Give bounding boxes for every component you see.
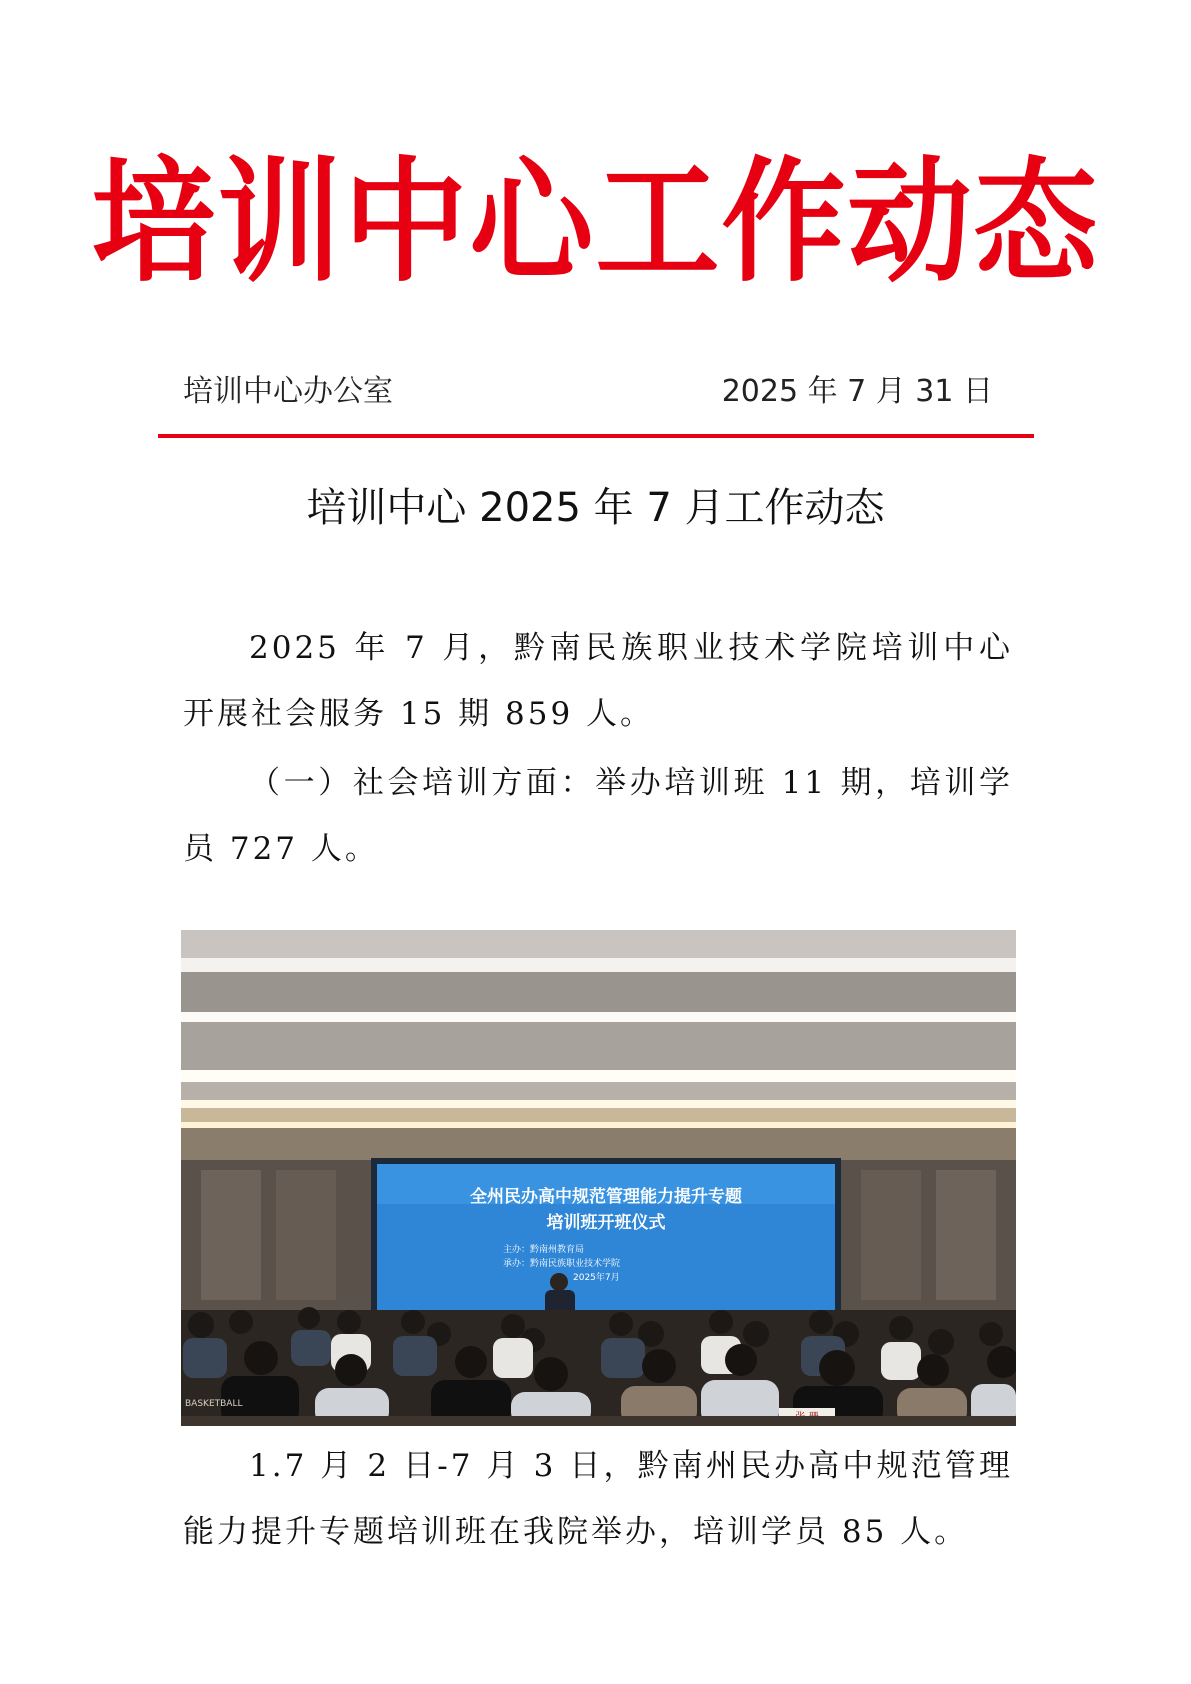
screen-sponsor: 主办：黔南州教育局 xyxy=(503,1245,585,1255)
screen-title-line1: 全州民办高中规范管理能力提升专题 xyxy=(470,1187,742,1207)
masthead-title: 培训中心工作动态 xyxy=(91,144,1100,301)
training-ceremony-photo xyxy=(181,930,1016,1426)
paragraph-summary: 2025 年 7 月，黔南民族职业技术学院培训中心开展社会服务 15 期 859 人。 xyxy=(183,630,1013,732)
red-divider xyxy=(158,434,1034,438)
paragraph-social-training: （一）社会培训方面：举办培训班 11 期，培训学员 727 人。 xyxy=(183,765,1013,867)
screen-date: 2025年7月 xyxy=(573,1273,620,1283)
document-title: 培训中心 2025 年 7 月工作动态 xyxy=(306,485,885,531)
meta-row xyxy=(183,372,993,412)
issue-date: 2025 年 7 月 31 日 xyxy=(721,374,993,409)
photo-illustration xyxy=(181,930,1016,1426)
paragraph-training-item-1: 1.7 月 2 日-7 月 3 日，黔南州民办高中规范管理能力提升专题培训班在我院举办，培训学员 85 人。 xyxy=(183,1448,1013,1550)
screen-title-line2: 培训班开班仪式 xyxy=(546,1213,666,1233)
shirt-text: BASKETBALL xyxy=(185,1399,243,1409)
issuing-office: 培训中心办公室 xyxy=(183,374,393,409)
screen-organizer: 承办：黔南民族职业技术学院 xyxy=(503,1259,621,1269)
